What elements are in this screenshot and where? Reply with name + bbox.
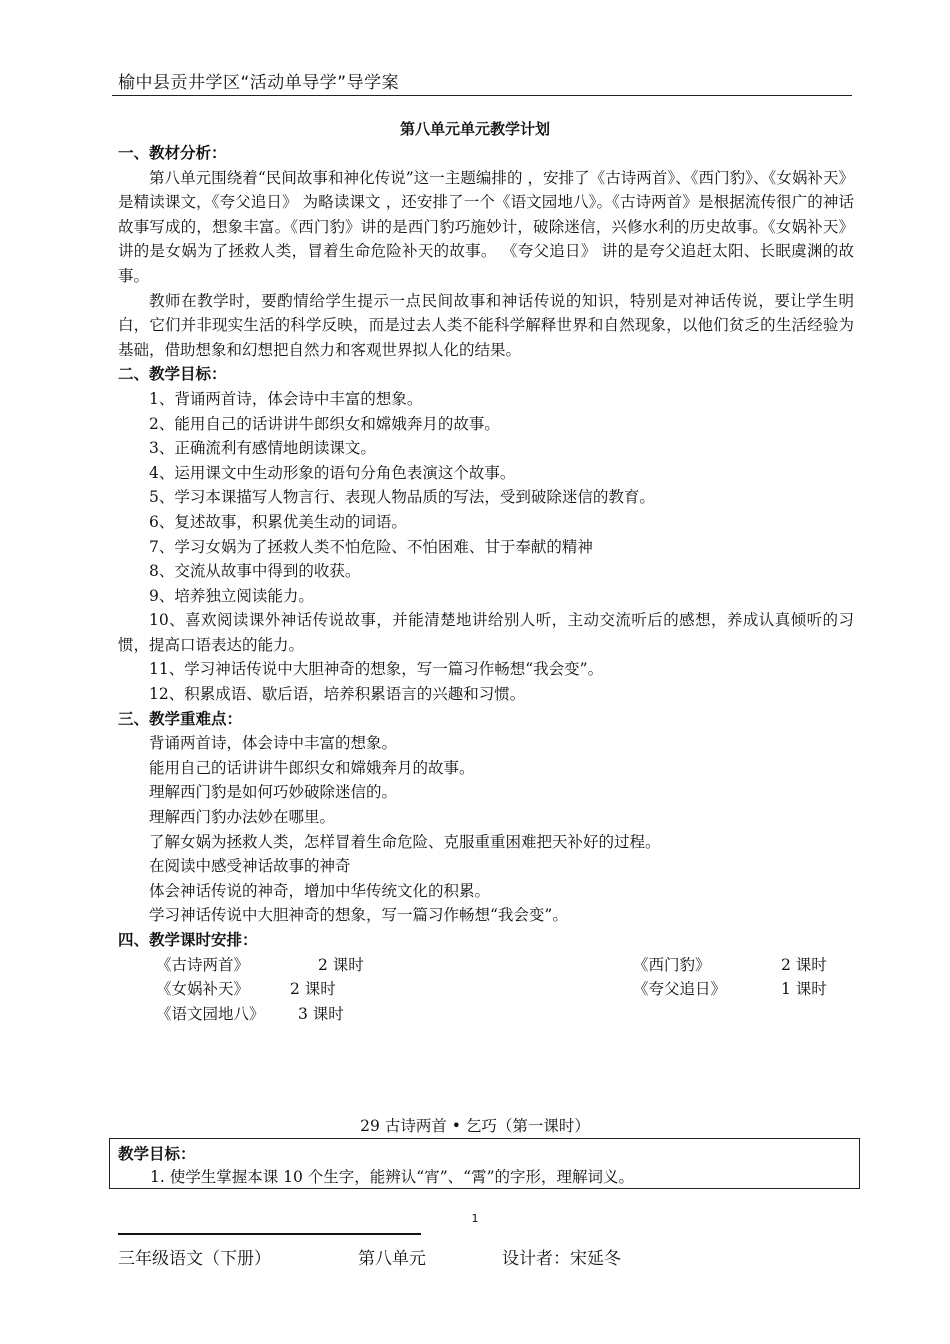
schedule-lesson: 《语文园地八》 bbox=[156, 1004, 265, 1023]
section-2-heading: 二、教学目标： bbox=[118, 365, 227, 384]
schedule-lesson: 《夸父追日》 bbox=[633, 980, 727, 999]
lesson-title: 29 古诗两首 • 乞巧（第一课时） bbox=[360, 1117, 590, 1135]
schedule-hours: 2 课时 bbox=[318, 955, 364, 974]
objective-item: 8、交流从故事中得到的收获。 bbox=[149, 562, 361, 581]
footer-unit: 第八单元 bbox=[358, 1249, 426, 1269]
objective-item: 7、学习女娲为了拯救人类不怕危险、不怕困难、甘于奉献的精神 bbox=[149, 537, 593, 556]
key-point-item: 理解西门豹办法妙在哪里。 bbox=[149, 808, 336, 827]
key-point-item: 在阅读中感受神话故事的神奇 bbox=[149, 857, 351, 876]
key-point-item: 学习神话传说中大胆神奇的想象，写一篇习作畅想“我会变”。 bbox=[149, 906, 568, 925]
objective-item: 11、学习神话传说中大胆神奇的想象，写一篇习作畅想“我会变”。 bbox=[149, 660, 604, 679]
schedule-row bbox=[118, 953, 854, 978]
objective-item: 12、积累成语、歇后语，培养积累语言的兴趣和习惯。 bbox=[149, 685, 526, 704]
schedule-row bbox=[118, 1002, 854, 1027]
schedule-row bbox=[118, 977, 854, 1002]
schedule-lesson: 《古诗两首》 bbox=[156, 955, 250, 974]
document-header: 榆中县贡井学区“活动单导学”导学案 bbox=[118, 73, 400, 93]
objective-item: 6、复述故事，积累优美生动的词语。 bbox=[149, 512, 407, 531]
section-3-heading: 三、教学重难点： bbox=[118, 709, 243, 728]
footer-grade: 三年级语文（下册） bbox=[118, 1249, 271, 1269]
objectives-table-heading: 教学目标： bbox=[118, 1145, 196, 1163]
section-1-paragraph: 第八单元围绕着“民间故事和神化传说”这一主题编排的 ，安排了《古诗两首》、《西门豹》、《女娲补天》是精读课文，《夸父追日》 为略读课文 ，还安排了一个《语文园地八》。《古诗两首》是根据流传很广的神话故事写成的，想象丰富。《西门豹》讲的是西门豹巧施妙计，破除迷信，兴修水利的历史故事。《女娲补天》讲的是女娲为了拯救人类，冒着生命危险补天的故事。 《夸父追日》 讲的是夸父追赶太阳、长眠虞渊的故事。 bbox=[118, 168, 854, 285]
objective-item: 1、背诵两首诗，体会诗中丰富的想象。 bbox=[149, 389, 423, 408]
objective-item: 5、学习本课描写人物言行、表现人物品质的写法，受到破除迷信的教育。 bbox=[149, 488, 655, 507]
objective-item: 9、培养独立阅读能力。 bbox=[149, 586, 314, 605]
page-number: 1 bbox=[471, 1212, 479, 1225]
objective-item: 2、能用自己的话讲讲牛郎织女和嫦娥奔月的故事。 bbox=[149, 414, 500, 433]
key-point-item: 体会神话传说的神奇，增加中华传统文化的积累。 bbox=[149, 881, 491, 900]
key-point-item: 背诵两首诗，体会诗中丰富的想象。 bbox=[149, 734, 398, 753]
objectives-table-line: 1. 使学生掌握本课 10 个生字，能辨认“宵”、“霄”的字形，理解词义。 bbox=[150, 1168, 634, 1186]
key-point-item: 能用自己的话讲讲牛郎织女和嫦娥奔月的故事。 bbox=[149, 758, 475, 777]
objectives-table bbox=[109, 1138, 860, 1189]
schedule-lesson: 《西门豹》 bbox=[633, 955, 711, 974]
key-point-item: 了解女娲为拯救人类，怎样冒着生命危险、克服重重困难把天补好的过程。 bbox=[149, 832, 661, 851]
key-point-item: 理解西门豹是如何巧妙破除迷信的。 bbox=[149, 783, 398, 802]
schedule-hours: 1 课时 bbox=[781, 980, 827, 999]
main-content bbox=[118, 141, 854, 1026]
section-1-paragraph: 教师在教学时，要酌情给学生提示一点民间故事和神话传说的知识，特别是对神话传说，要让学生明白，它们并非现实生活的科学反映，而是过去人类不能科学解释世界和自然现象，以他们贫乏的生活经验为基础，借助想象和幻想把自然力和客观世界拟人化的结果。 bbox=[118, 291, 854, 359]
objective-item: 3、正确流利有感情地朗读课文。 bbox=[149, 439, 376, 458]
schedule-hours: 2 课时 bbox=[290, 980, 336, 999]
schedule-hours: 3 课时 bbox=[298, 1004, 344, 1023]
schedule-hours: 2 课时 bbox=[781, 955, 827, 974]
footer-designer: 设计者：宋延冬 bbox=[502, 1249, 621, 1269]
section-4-heading: 四、教学课时安排： bbox=[118, 931, 258, 949]
objective-item: 4、运用课文中生动形象的语句分角色表演这个故事。 bbox=[149, 463, 516, 482]
schedule-lesson: 《女娲补天》 bbox=[156, 980, 250, 999]
page-title: 第八单元单元教学计划 bbox=[399, 120, 550, 138]
section-1-heading: 一、教材分析： bbox=[118, 144, 227, 162]
footer-rule bbox=[118, 1233, 421, 1235]
objective-item: 10、喜欢阅读课外神话传说故事，并能清楚地讲给别人听，主动交流听后的感想，养成认真倾听的习惯，提高口语表达的能力。 bbox=[118, 611, 854, 654]
header-rule bbox=[112, 95, 852, 96]
